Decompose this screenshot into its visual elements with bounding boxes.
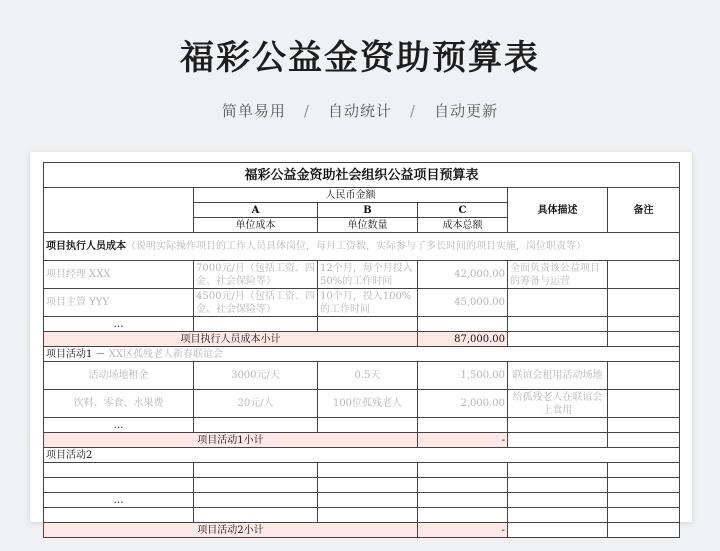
item-remark <box>608 390 680 418</box>
item-remark <box>608 261 680 289</box>
item-total: 42,000.00 <box>418 261 508 289</box>
section-note: （说明实际操作项目的工作人员具体岗位，每月工资数，实际参与了多长时间的项目实施，岗位职责等） <box>126 241 586 252</box>
col-c: C <box>418 203 508 218</box>
subtotal-row <box>44 433 680 448</box>
item-name: 饮料、零食、水果费 <box>44 390 194 418</box>
section-staff-header <box>44 233 680 261</box>
tag-separator: / <box>410 102 417 120</box>
item-qty: 10个月，投入100%的工作时间 <box>318 289 418 317</box>
table-row <box>44 493 680 508</box>
subtotal-row <box>44 523 680 538</box>
table-row <box>44 478 680 493</box>
table-row <box>44 418 680 433</box>
page-title: 福彩公益金资助预算表 <box>180 38 540 78</box>
subtotal-label: 项目执行人员成本小计 <box>44 332 418 347</box>
item-cost: 20元/人 <box>194 390 318 418</box>
subtotal-label: 项目活动1小计 <box>44 433 418 448</box>
table-row <box>44 463 680 478</box>
tag-auto-stat: 自动统计 <box>327 102 392 120</box>
subtotal-label: 项目活动2小计 <box>44 523 418 538</box>
tag-easy: 简单易用 <box>221 102 286 120</box>
subtotal-value: - <box>418 523 508 538</box>
item-cost: 7000元/月（包括工资、四金、社会保险等） <box>194 261 318 289</box>
col-b: B <box>318 203 418 218</box>
subtotal-value: 87,000.00 <box>418 332 508 347</box>
header-blank <box>44 188 194 233</box>
total-cost-header: 成本总额 <box>418 218 508 233</box>
feature-tags <box>0 100 720 121</box>
item-name: 项目经理 XXX <box>44 261 194 289</box>
col-a: A <box>194 203 318 218</box>
unit-cost-header: 单位成本 <box>194 218 318 233</box>
spreadsheet-preview <box>30 152 692 536</box>
item-total: 45,000.00 <box>418 289 508 317</box>
table-row <box>44 362 680 390</box>
item-remark <box>608 289 680 317</box>
ellipsis: … <box>44 493 194 508</box>
item-name: 项目主管 YYY <box>44 289 194 317</box>
desc-header: 具体描述 <box>508 188 608 233</box>
subtotal-row <box>44 332 680 347</box>
sheet-title: 福彩公益金资助社会组织公益项目预算表 <box>44 163 680 188</box>
ellipsis: … <box>44 317 194 332</box>
tag-separator: / <box>303 102 310 120</box>
table-row <box>44 317 680 332</box>
item-desc: 全面负责该公益项目的筹备与运营 <box>508 261 608 289</box>
tag-auto-update: 自动更新 <box>434 102 499 120</box>
unit-qty-header: 单位数量 <box>318 218 418 233</box>
item-desc: 给孤残老人在联谊会上食用 <box>508 390 608 418</box>
rmb-header: 人民币金额 <box>194 188 508 203</box>
item-desc <box>508 289 608 317</box>
section-title: 项目执行人员成本 <box>46 241 126 252</box>
section-subtitle: XX区孤残老人新春联谊会 <box>108 348 223 360</box>
subtotal-value: - <box>418 433 508 448</box>
item-name: 活动场地租金 <box>44 362 194 390</box>
table-row <box>44 508 680 523</box>
item-total: 2,000.00 <box>418 390 508 418</box>
budget-table <box>43 162 680 538</box>
table-row <box>44 289 680 317</box>
item-qty: 100位孤残老人 <box>318 390 418 418</box>
item-qty: 12个月，每个月投入50%的工作时间 <box>318 261 418 289</box>
section-activity1-header <box>44 347 680 362</box>
section-activity2-header <box>44 448 680 463</box>
item-total: 1,500.00 <box>418 362 508 390</box>
remark-header: 备注 <box>608 188 680 233</box>
section-title: 项目活动1 － <box>46 348 106 360</box>
table-row <box>44 261 680 289</box>
item-qty: 0.5天 <box>318 362 418 390</box>
section-title: 项目活动2 <box>46 449 93 461</box>
item-desc: 联谊会租用活动场地 <box>508 362 608 390</box>
item-remark <box>608 362 680 390</box>
item-cost: 3000元/天 <box>194 362 318 390</box>
table-row <box>44 390 680 418</box>
ellipsis: … <box>44 418 194 433</box>
item-cost: 4500元/月（包括工资、四金、社会保险等） <box>194 289 318 317</box>
